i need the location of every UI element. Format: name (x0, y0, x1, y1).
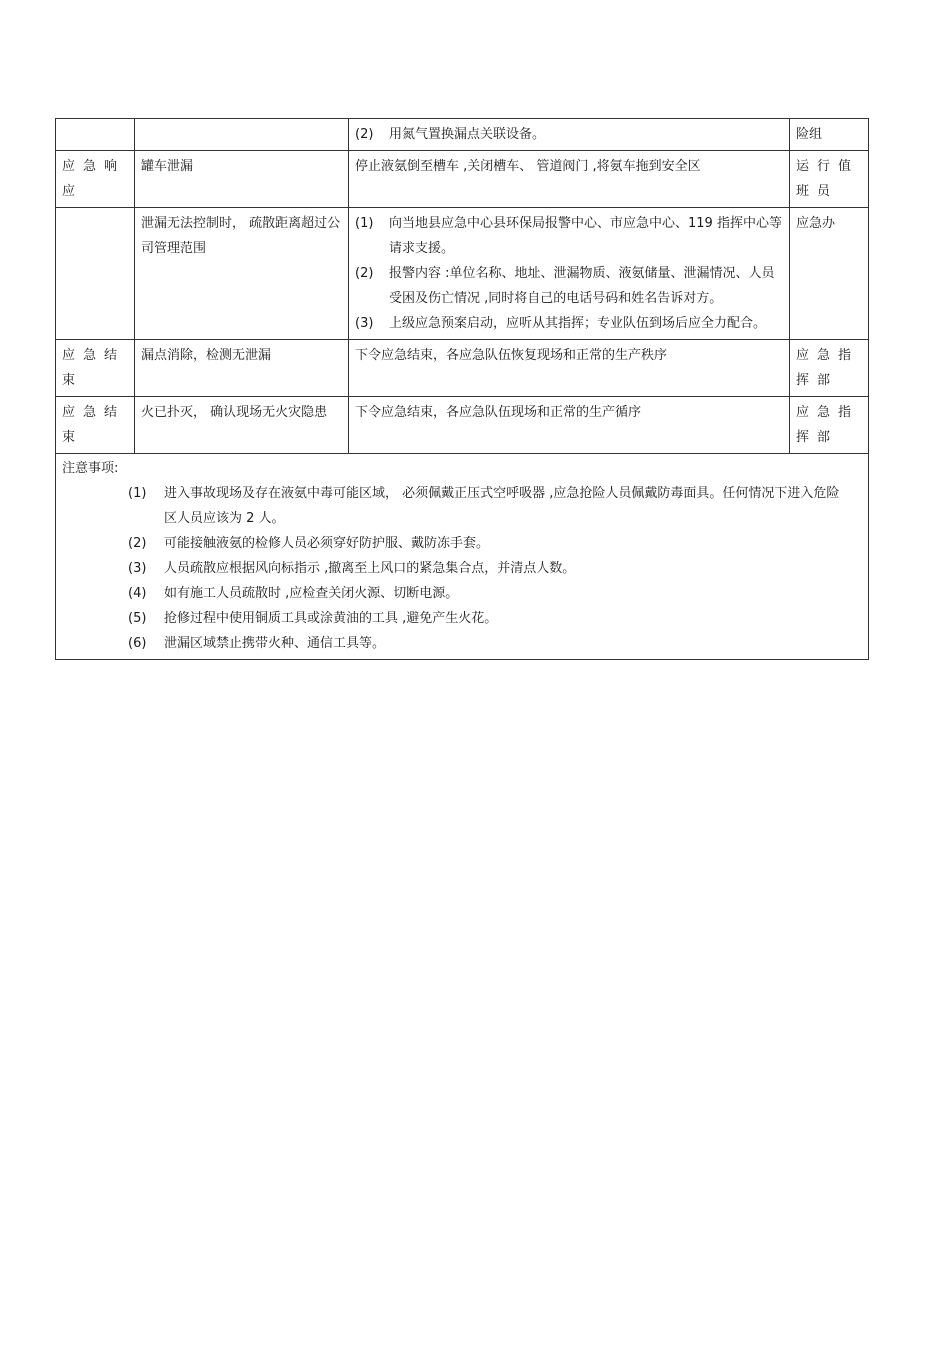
situation-cell: 罐车泄漏 (135, 151, 349, 208)
measures-cell (349, 119, 790, 151)
situation-cell (135, 119, 349, 151)
measures-cell: 停止液氨倒至槽车 ,关闭槽车、 管道阀门 ,将氨车拖到安全区 (349, 151, 790, 208)
stage-cell: 应急结束 (56, 340, 135, 397)
item-number: (2) (355, 266, 374, 281)
measures-cell: 下令应急结束，各应急队伍现场和正常的生产循序 (349, 397, 790, 454)
list-item (355, 261, 783, 311)
responsible-cell: 应急办 (790, 208, 869, 340)
notes-row (56, 454, 869, 660)
note-text: 进入事故现场及存在液氨中毒可能区域， 必须佩戴正压式空呼吸器 ,应急抢险人员佩戴防毒面具。任何情况下进入危险区人员应该为 2 人。 (164, 486, 840, 526)
measures-cell (349, 208, 790, 340)
situation-cell: 漏点消除，检测无泄漏 (135, 340, 349, 397)
note-text: 泄漏区域禁止携带火种、通信工具等。 (164, 636, 386, 651)
note-item (62, 531, 862, 556)
table-row (56, 119, 869, 151)
note-text: 可能接触液氨的检修人员必须穿好防护服、戴防冻手套。 (164, 536, 490, 551)
note-number: (4) (128, 586, 147, 601)
item-text: 向当地县应急中心县环保局报警中心、市应急中心、119 指挥中心等请求支援。 (389, 216, 782, 256)
table-row (56, 340, 869, 397)
note-text: 人员疏散应根据风向标指示 ,撤离至上风口的紧急集合点，并清点人数。 (164, 561, 576, 576)
responsible-cell: 应急指挥部 (790, 340, 869, 397)
stage-cell: 应急响应 (56, 151, 135, 208)
note-number: (1) (128, 486, 147, 501)
list-item (355, 211, 783, 261)
stage-cell (56, 208, 135, 340)
note-number: (2) (128, 536, 147, 551)
item-text: 报警内容 :单位名称、地址、泄漏物质、液氨储量、泄漏情况、人员受困及伤亡情况 ,同时将自己的电话号码和姓名告诉对方。 (389, 266, 775, 306)
table-row (56, 397, 869, 454)
note-text: 如有施工人员疏散时 ,应检查关闭火源、切断电源。 (164, 586, 459, 601)
situation-cell: 泄漏无法控制时， 疏散距离超过公司管理范围 (135, 208, 349, 340)
note-text: 抢修过程中使用铜质工具或涂黄油的工具 ,避免产生火花。 (164, 611, 498, 626)
item-text: 用氮气置换漏点关联设备。 (389, 127, 546, 142)
situation-cell: 火已扑灭， 确认现场无火灾隐患 (135, 397, 349, 454)
note-number: (6) (128, 636, 147, 651)
list-item (355, 311, 783, 336)
item-number: (2) (355, 127, 374, 142)
notes-title: 注意事项: (62, 461, 119, 476)
item-number: (3) (355, 316, 374, 331)
responsible-cell: 应急指挥部 (790, 397, 869, 454)
table-row (56, 208, 869, 340)
stage-cell: 应急结束 (56, 397, 135, 454)
note-item (62, 606, 862, 631)
item-text: 上级应急预案启动，应听从其指挥；专业队伍到场后应全力配合。 (389, 316, 767, 331)
notes-cell (56, 454, 869, 660)
emergency-plan-table (55, 118, 869, 660)
list-item (355, 122, 783, 147)
note-item (62, 631, 862, 656)
responsible-cell: 运行值班员 (790, 151, 869, 208)
responsible-cell: 险组 (790, 119, 869, 151)
item-number: (1) (355, 216, 374, 231)
table-row (56, 151, 869, 208)
stage-cell (56, 119, 135, 151)
note-item (62, 556, 862, 581)
note-number: (3) (128, 561, 147, 576)
measures-cell: 下令应急结束，各应急队伍恢复现场和正常的生产秩序 (349, 340, 790, 397)
note-item (62, 481, 862, 531)
note-number: (5) (128, 611, 147, 626)
note-item (62, 581, 862, 606)
